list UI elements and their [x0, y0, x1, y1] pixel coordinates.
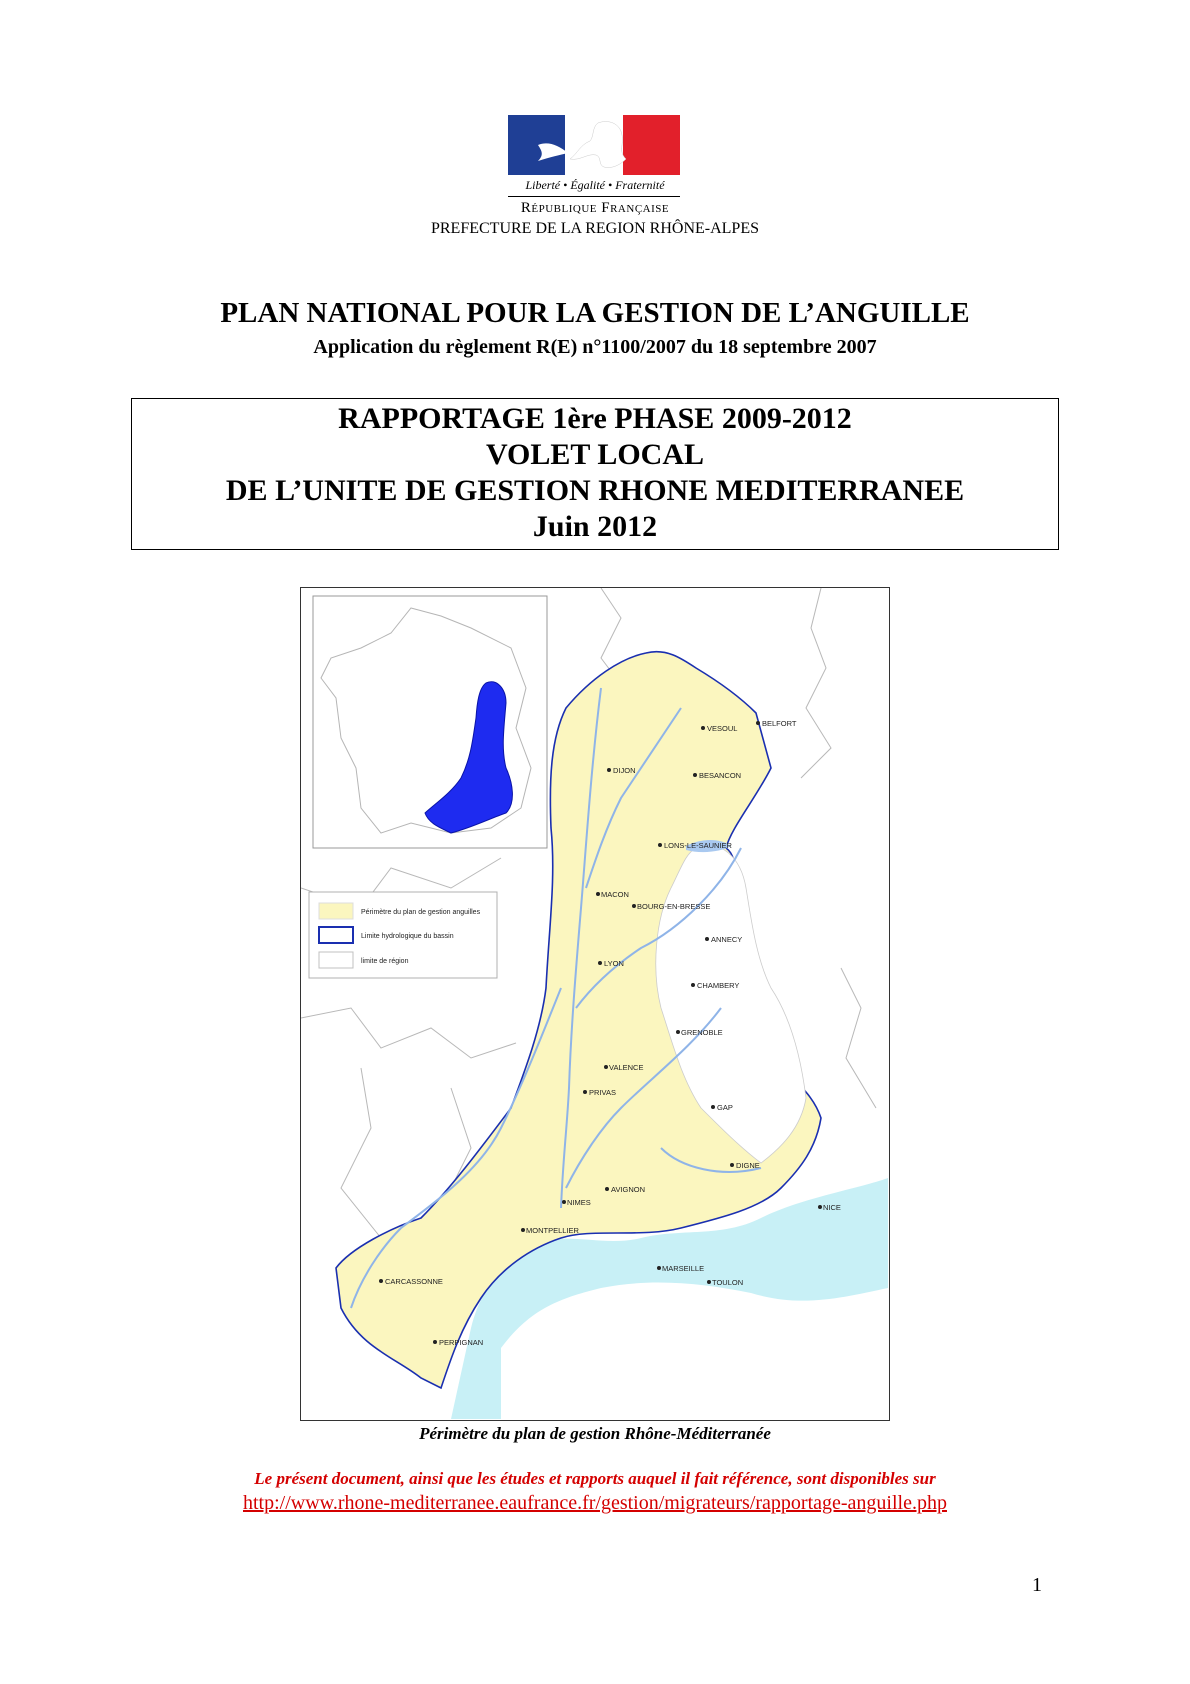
city-privas: PRIVAS — [589, 1088, 616, 1097]
logo-republic: République Française — [520, 200, 670, 216]
city-montpellier: MONTPELLIER — [526, 1226, 579, 1235]
city-besancon: BESANCON — [699, 771, 742, 780]
report-title-box — [131, 398, 1059, 550]
logo-divider — [508, 196, 680, 197]
city-lyon: LYON — [604, 959, 624, 968]
city-valence: VALENCE — [609, 1063, 644, 1072]
legend-perimeter-label: Périmètre du plan de gestion anguilles — [361, 909, 481, 916]
map-legend — [309, 892, 497, 978]
inset-france-map — [313, 596, 547, 848]
city-nice: NICE — [823, 1203, 841, 1212]
city-toulon: TOULON — [712, 1278, 744, 1287]
city-avignon: AVIGNON — [611, 1185, 646, 1194]
city-dijon: DIJON — [613, 766, 636, 775]
basin-map — [300, 587, 890, 1421]
subtitle: Application du règlement R(E) n°1100/2007 du 18 septembre 2007 — [313, 336, 877, 358]
main-title: PLAN NATIONAL POUR LA GESTION DE L’ANGUILLE — [220, 297, 970, 329]
prefecture-name: PREFECTURE DE LA REGION RHÔNE-ALPES — [430, 220, 759, 237]
city-grenoble: GRENOBLE — [681, 1028, 723, 1037]
page-number: 1 — [1032, 1574, 1042, 1596]
city-annecy: ANNECY — [711, 935, 743, 944]
city-gap: GAP — [717, 1103, 733, 1112]
logo-motto: Liberté • Égalité • Fraternité — [525, 178, 665, 192]
box-title-line-4: Juin 2012 — [532, 510, 658, 543]
city-marseille: MARSEILLE — [662, 1264, 705, 1273]
city-lons-le-saunier: LONS-LE-SAUNIER — [664, 841, 732, 850]
city-chambery: CHAMBERY — [697, 981, 740, 990]
basin-map-svg — [301, 588, 888, 1419]
city-perpignan: PERPIGNAN — [439, 1338, 484, 1347]
legend-basin-limit-label: Limite hydrologique du bassin — [361, 933, 454, 940]
city-carcassonne: CARCASSONNE — [385, 1277, 443, 1286]
box-title-line-3: DE L’UNITE DE GESTION RHONE MEDITERRANEE — [225, 474, 965, 507]
box-title-line-2: VOLET LOCAL — [485, 438, 705, 471]
documents-link[interactable]: http://www.rhone-mediterranee.eaufrance.fr/gestion/migrateurs/rapportage-anguille.php — [243, 1492, 947, 1514]
city-vesoul: VESOUL — [707, 724, 738, 733]
availability-note: Le présent document, ainsi que les études et rapports auquel il fait référence, sont disponibles sur — [254, 1469, 936, 1488]
city-bourg-en-bresse: BOURG-EN-BRESSE — [637, 902, 711, 911]
city-digne: DIGNE — [736, 1161, 760, 1170]
map-caption: Périmètre du plan de gestion Rhône-Méditerranée — [419, 1424, 771, 1443]
city-macon: MACON — [601, 890, 629, 899]
legend-region-limit-label: limite de région — [361, 958, 409, 965]
city-nimes: NIMES — [567, 1198, 591, 1207]
box-title-line-1: RAPPORTAGE 1ère PHASE 2009-2012 — [338, 402, 852, 435]
city-belfort: BELFORT — [762, 719, 797, 728]
